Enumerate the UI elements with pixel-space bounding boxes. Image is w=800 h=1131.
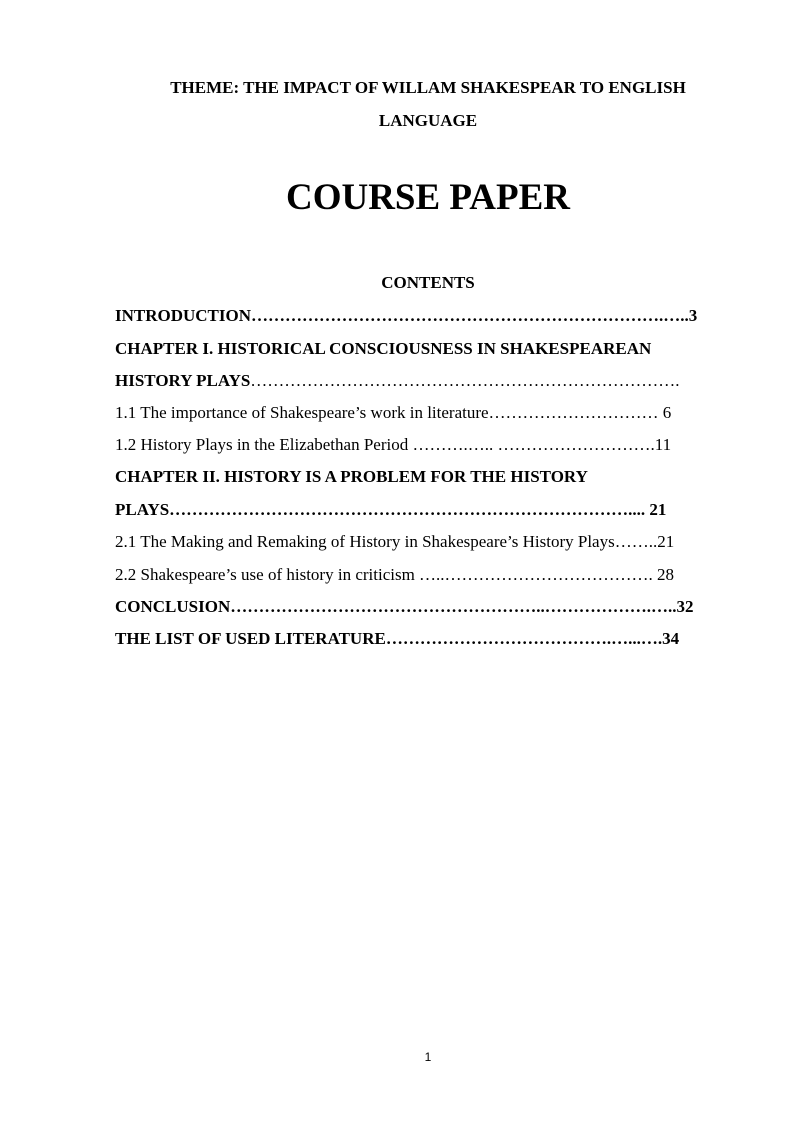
toc-entry-literature: THE LIST OF USED LITERATURE………………………………….…...….34 bbox=[115, 629, 680, 648]
toc-entry-chapter-1-label: HISTORY PLAYS bbox=[115, 371, 251, 390]
page-number: 1 bbox=[424, 1050, 432, 1064]
toc-entry-section-2-2: 2.2 Shakespeare’s use of history in criticism …..………………………………. 28 bbox=[115, 565, 675, 584]
toc-entry-section-1-1: 1.1 The importance of Shakespeare’s work in literature………………………… 6 bbox=[115, 403, 672, 422]
toc-entry-conclusion: CONCLUSION………………………………………………..……………….…..32 bbox=[115, 597, 694, 616]
contents-heading: CONTENTS bbox=[381, 273, 475, 292]
toc-entry-section-2-1: 2.1 The Making and Remaking of History in Shakespeare’s History Plays……..21 bbox=[115, 532, 675, 551]
course-paper-title: COURSE PAPER bbox=[285, 177, 571, 218]
toc-entry-chapter-1-continued bbox=[115, 370, 680, 392]
toc-entry-section-1-2: 1.2 History Plays in the Elizabethan Period ……….….. ……………………….11 bbox=[115, 435, 672, 454]
toc-entry-chapter-2-continued: PLAYS……………………………………………………………………….... 21 bbox=[115, 500, 667, 519]
toc-entry-chapter-1-title: CHAPTER I. HISTORICAL CONSCIOUSNESS IN SHAKESPEAREAN bbox=[115, 339, 652, 358]
toc-entry-chapter-2-title: CHAPTER II. HISTORY IS A PROBLEM FOR THE HISTORY bbox=[115, 467, 588, 486]
theme-heading-line-1: THEME: THE IMPACT OF WILLAM SHAKESPEAR TO ENGLISH bbox=[170, 78, 686, 97]
toc-leader-dots: …………………………………………………………………. bbox=[250, 371, 680, 390]
theme-heading-line-2: LANGUAGE bbox=[378, 111, 478, 130]
toc-entry-introduction: INTRODUCTION……………………………………………………………….…..3 bbox=[115, 306, 698, 325]
